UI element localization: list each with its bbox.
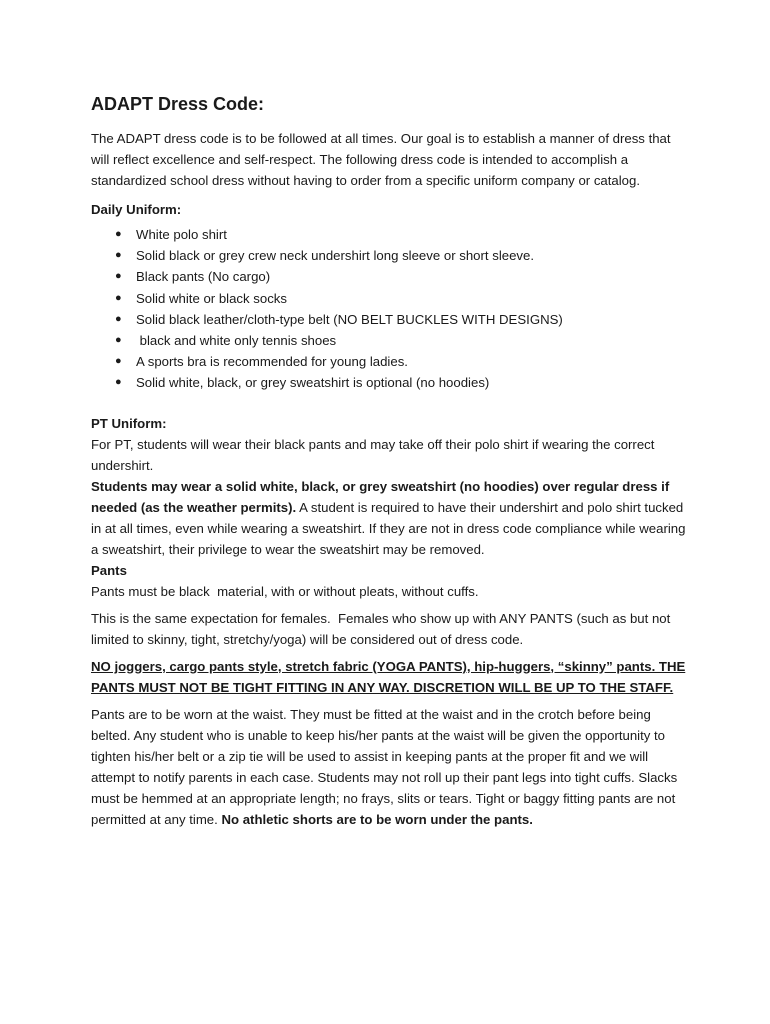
- document-page: [91, 92, 691, 830]
- no-shorts-text: No athletic shorts are to be worn under the pants.: [217, 811, 533, 827]
- list-item: ● White polo shirt: [115, 224, 691, 245]
- sweatshirt-paragraph: [91, 476, 691, 560]
- sweatshirt-bold-text: Students may wear a solid white, black, or grey sweatshirt (no hoodies) over regular dress if needed (as the weather permits).: [91, 478, 670, 515]
- no-joggers-notice: NO joggers, cargo pants style, stretch fabric (YOGA PANTS), hip-huggers, “skinny” pants. THE PANTS MUST NOT BE TIGHT FITTING IN ANY WAY. DISCRETION WILL BE UP TO THE STAFF.: [91, 658, 686, 695]
- daily-uniform-list: [91, 224, 691, 394]
- waist-text: Pants are to be worn at the waist. They must be fitted at the waist and in the crotch before being belted. Any student who is unable to keep his/her pants at the waist will be given the opportunity to tighten his/her belt or a zip tie will be used to assist in keeping pants at the proper fit and we will attempt to notify parents in each case. Students may not roll up their pant legs into tight cuffs. Slacks must be hemmed at an appropriate length; no frays, slits or tears. Tight or baggy fitting pants are not permitted at any time.: [91, 706, 678, 827]
- bullet-icon: ●: [115, 249, 122, 262]
- list-item: ● A sports bra is recommended for young ladies.: [115, 351, 691, 372]
- list-item: ● Solid black or grey crew neck undershirt long sleeve or short sleeve.: [115, 245, 691, 266]
- daily-uniform-heading: Daily Uniform:: [91, 202, 182, 217]
- sweatshirt-text: A student is required to have their undershirt and polo shirt tucked in at all times, even while wearing a sweatshirt. If they are not in dress code compliance while wearing a sweatshirt, their privilege to wear the sweatshirt may be removed.: [91, 499, 686, 557]
- pants-heading: Pants: [91, 562, 127, 578]
- list-item: ● Solid white, black, or grey sweatshirt is optional (no hoodies): [115, 372, 691, 393]
- list-item: ● black and white only tennis shoes: [115, 330, 691, 351]
- bullet-icon: ●: [115, 376, 122, 389]
- list-item: ● Solid white or black socks: [115, 288, 691, 309]
- bullet-icon: ●: [115, 291, 122, 304]
- bullet-icon: ●: [115, 355, 122, 368]
- females-paragraph: This is the same expectation for females. Females who show up with ANY PANTS (such as but not limited to skinny, tight, stretchy/yoga) will be considered out of dress code.: [91, 610, 674, 647]
- pt-uniform-heading: PT Uniform:: [91, 415, 167, 431]
- pt-uniform-paragraph: For PT, students will wear their black pants and may take off their polo shirt if wearing the correct undershirt.: [91, 436, 655, 473]
- pants-paragraph: Pants must be black material, with or without pleats, without cuffs.: [91, 583, 479, 599]
- document-title: ADAPT Dress Code:: [91, 94, 265, 114]
- list-item: ● Solid black leather/cloth-type belt (NO BELT BUCKLES WITH DESIGNS): [115, 309, 691, 330]
- waist-paragraph: [91, 704, 691, 830]
- bullet-icon: ●: [115, 334, 122, 347]
- intro-paragraph: The ADAPT dress code is to be followed at all times. Our goal is to establish a manner of dress that will reflect excellence and self-respect. The following dress code is intended to accomplish a standardized school dress without having to order from a specific uniform company or catalog.: [91, 131, 671, 188]
- list-item: ● Black pants (No cargo): [115, 266, 691, 287]
- bullet-icon: ●: [115, 228, 122, 240]
- bullet-icon: ●: [115, 312, 122, 325]
- bullet-icon: ●: [115, 270, 122, 283]
